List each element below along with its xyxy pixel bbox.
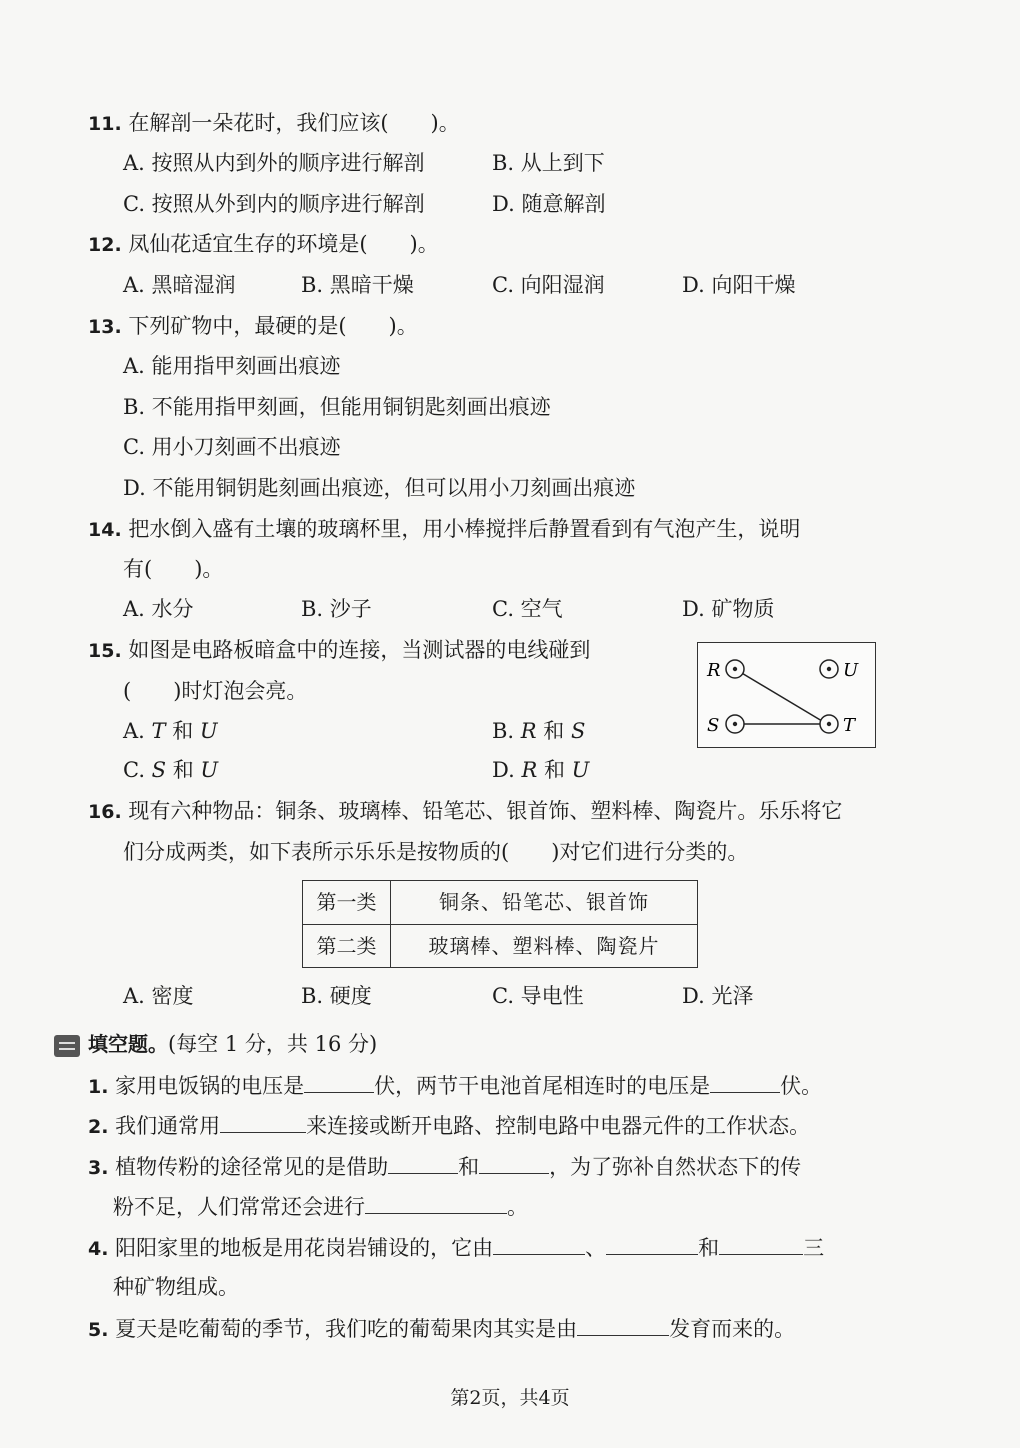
option-c: C. 用小刀刻画不出痕迹 (123, 435, 341, 459)
question-text: ，为了弥补自然状态下的传 (549, 1155, 802, 1179)
question-number: 5. (88, 1319, 109, 1341)
option-c: C. 空气 (492, 597, 563, 621)
question-stem: 在解剖一朵花时，我们应该( )。 (128, 111, 460, 135)
option-b: B. 不能用指甲刻画，但能用铜钥匙刻画出痕迹 (123, 395, 551, 419)
question-text: 植物传粉的途径常见的是借助 (115, 1155, 389, 1179)
question-number: 13. (88, 316, 122, 338)
question-number: 4. (88, 1238, 109, 1260)
question-15 (88, 635, 590, 665)
question-12 (88, 229, 439, 259)
option-d: D. 随意解剖 (492, 192, 606, 216)
question-text: 发育而来的。 (669, 1317, 796, 1341)
question-stem-continued: 们分成两类，如下表所示乐乐是按物质的( )对它们进行分类的。 (123, 840, 749, 864)
option-b: B. 黑暗干燥 (301, 273, 414, 297)
wire-r-t (735, 669, 827, 724)
fill-question-5 (88, 1313, 795, 1343)
option-a: A. 能用指甲刻画出痕迹 (123, 354, 341, 378)
question-16 (88, 796, 842, 826)
table-row-value: 铜条、铅笔芯、银首饰 (439, 890, 649, 914)
fill-question-2 (88, 1110, 810, 1140)
question-stem: 现有六种物品：铜条、玻璃棒、铅笔芯、银首饰、塑料棒、陶瓷片。乐乐将它 (128, 799, 843, 823)
question-text: 夏天是吃葡萄的季节，我们吃的葡萄果肉其实是由 (115, 1317, 578, 1341)
label-u: U (843, 660, 859, 681)
section-note: (每空 1 分，共 16 分) (168, 1032, 378, 1056)
question-number: 15. (88, 640, 122, 662)
question-text: 阳阳家里的地板是用花岗岩铺设的，它由 (115, 1236, 494, 1260)
answer-blank[interactable] (479, 1151, 549, 1174)
question-11 (88, 108, 460, 138)
question-13 (88, 311, 418, 341)
table-row-head: 第一类 (303, 881, 391, 924)
option-d: D. 不能用铜钥匙刻画出痕迹，但可以用小刀刻画出痕迹 (123, 476, 636, 500)
question-text: 。 (507, 1195, 528, 1219)
answer-blank[interactable] (388, 1151, 458, 1174)
option-a: A. 密度 (123, 984, 194, 1008)
section-number-icon (54, 1035, 80, 1057)
option-d: D. 矿物质 (682, 597, 775, 621)
circuit-diagram-svg (698, 643, 875, 747)
question-text: 和 (458, 1155, 480, 1179)
option-a: A. 按照从内到外的顺序进行解剖 (123, 151, 425, 175)
fill-question-3-continued (113, 1191, 528, 1221)
table-row (303, 925, 697, 968)
circuit-box-diagram (697, 642, 876, 748)
question-number: 2. (88, 1116, 109, 1138)
question-number: 11. (88, 113, 122, 135)
label-t: T (843, 715, 856, 736)
question-text: 和 (698, 1236, 720, 1260)
answer-blank[interactable] (719, 1232, 803, 1255)
question-text: 我们通常用 (115, 1114, 221, 1138)
question-number: 16. (88, 801, 122, 823)
question-stem: 如图是电路板暗盒中的连接，当测试器的电线碰到 (128, 638, 591, 662)
question-text: 伏。 (780, 1074, 823, 1098)
fill-question-3 (88, 1151, 801, 1181)
question-number: 12. (88, 234, 122, 256)
question-stem-continued: ( )时灯泡会亮。 (123, 679, 308, 703)
label-r: R (707, 660, 721, 681)
question-number: 14. (88, 519, 122, 541)
answer-blank[interactable] (710, 1070, 780, 1093)
section-header (54, 1029, 377, 1059)
option-d: D. 光泽 (682, 984, 754, 1008)
fill-question-1 (88, 1070, 822, 1100)
option-d: D. R 和 U (492, 758, 590, 782)
answer-blank[interactable] (220, 1110, 306, 1133)
option-c: C. 向阳湿润 (492, 273, 605, 297)
fill-question-4-continued: 种矿物组成。 (113, 1275, 239, 1299)
question-number: 1. (88, 1076, 109, 1098)
question-stem: 把水倒入盛有土壤的玻璃杯里，用小棒搅拌后静置看到有气泡产生，说明 (128, 517, 801, 541)
question-text: 、 (585, 1236, 607, 1260)
section-title: 填空题。 (88, 1032, 168, 1056)
answer-blank[interactable] (304, 1070, 374, 1093)
table-row (303, 881, 697, 925)
question-number: 3. (88, 1157, 109, 1179)
table-row-head: 第二类 (303, 925, 391, 968)
option-a: A. 水分 (123, 597, 194, 621)
option-b: B. 硬度 (301, 984, 372, 1008)
option-b: B. 从上到下 (492, 151, 605, 175)
option-a: A. T 和 U (123, 719, 218, 743)
question-text: 粉不足，人们常常还会进行 (113, 1195, 365, 1219)
classification-table (302, 880, 698, 968)
option-a: A. 黑暗湿润 (123, 273, 236, 297)
question-text: 来连接或断开电路、控制电路中电器元件的工作状态。 (306, 1114, 811, 1138)
option-b: B. R 和 S (492, 719, 586, 743)
option-b: B. 沙子 (301, 597, 372, 621)
option-d: D. 向阳干燥 (682, 273, 796, 297)
option-c: C. S 和 U (123, 758, 219, 782)
question-text: 三 (803, 1236, 825, 1260)
label-s: S (707, 715, 720, 736)
page-number-footer: 第2页，共4页 (450, 1387, 570, 1409)
question-stem: 凤仙花适宜生存的环境是( )。 (128, 232, 439, 256)
option-c: C. 按照从外到内的顺序进行解剖 (123, 192, 425, 216)
table-row-value: 玻璃棒、塑料棒、陶瓷片 (428, 934, 660, 958)
question-stem: 下列矿物中，最硬的是( )。 (128, 314, 418, 338)
question-stem-continued: 有( )。 (123, 557, 224, 581)
question-14 (88, 514, 800, 544)
answer-blank[interactable] (577, 1313, 669, 1336)
answer-blank[interactable] (365, 1191, 507, 1214)
question-text: 家用电饭锅的电压是 (115, 1074, 305, 1098)
question-text: 伏，两节干电池首尾相连时的电压是 (374, 1074, 711, 1098)
answer-blank[interactable] (606, 1232, 698, 1255)
fill-question-4 (88, 1232, 824, 1262)
option-c: C. 导电性 (492, 984, 584, 1008)
answer-blank[interactable] (493, 1232, 585, 1255)
